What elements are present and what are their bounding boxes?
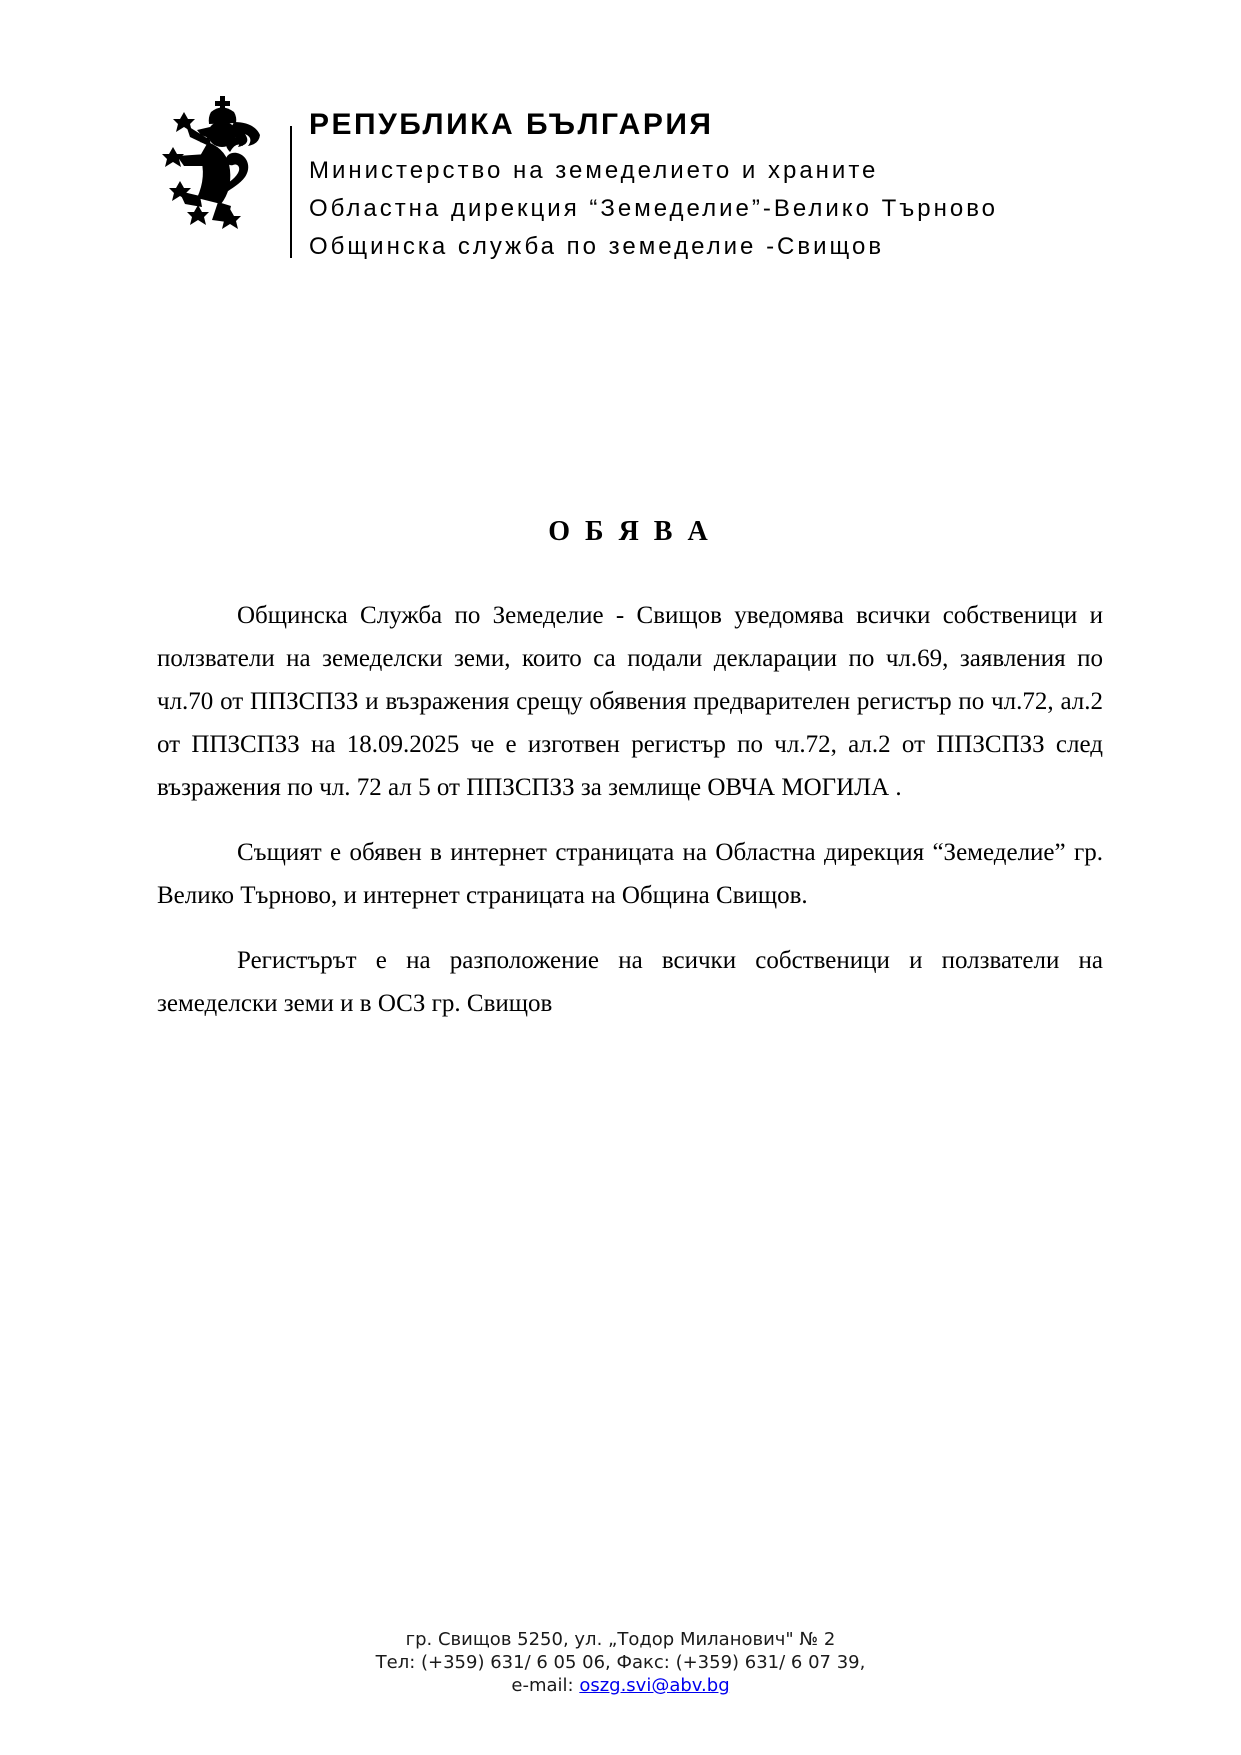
office-line: Общинска служба по земеделие -Свищов bbox=[309, 233, 885, 260]
coat-of-arms-icon bbox=[158, 96, 288, 253]
email-link[interactable]: oszg.svi@abv.bg bbox=[579, 1675, 730, 1696]
footer bbox=[0, 1628, 1241, 1697]
paragraph-announcement: Общинска Служба по Земеделие - Свищов уведомява всички собственици и ползватели на земеделски земи, които са подали декларации по чл.69, заявления по чл.70 от ППЗСПЗЗ и възражения срещу обявения предварителен регистър по чл.72, ал.2 от ППЗСПЗЗ на 18.09.2025 че е изготвен регистър по чл.72, ал.2 от ППЗСПЗЗ след възражения по чл. 72 ал 5 от ППЗСПЗЗ за землище ОВЧА МОГИЛА . bbox=[157, 602, 1103, 801]
paragraph-availability: Регистърът е на разположение на всички собственици и ползватели на земеделски земи и в ОСЗ гр. Свищов bbox=[157, 947, 1103, 1017]
paragraph-publication: Същият е обявен в интернет страницата на Областна дирекция “Земеделие” гр. Велико Търново, и интернет страницата на Община Свищов. bbox=[157, 839, 1103, 909]
directorate-line: Областна дирекция “Земеделие”-Велико Търново bbox=[309, 195, 999, 222]
letterhead bbox=[158, 96, 998, 266]
letterhead-text bbox=[309, 96, 998, 266]
document-title: О Б Я В А bbox=[548, 516, 712, 547]
email-label: e-mail: bbox=[511, 1675, 574, 1696]
ministry-line: Министерство на земеделието и храните bbox=[309, 157, 879, 184]
republic-title: РЕПУБЛИКА БЪЛГАРИЯ bbox=[309, 108, 714, 141]
letterhead-divider bbox=[290, 126, 292, 258]
footer-phone-fax: Тел: (+359) 631/ 6 05 06, Факс: (+359) 631/ 6 07 39, bbox=[375, 1652, 866, 1673]
footer-email-line bbox=[0, 1674, 1241, 1697]
footer-address: гр. Свищов 5250, ул. „Тодор Миланович" № 2 bbox=[405, 1629, 836, 1650]
document-body bbox=[157, 594, 1103, 1047]
